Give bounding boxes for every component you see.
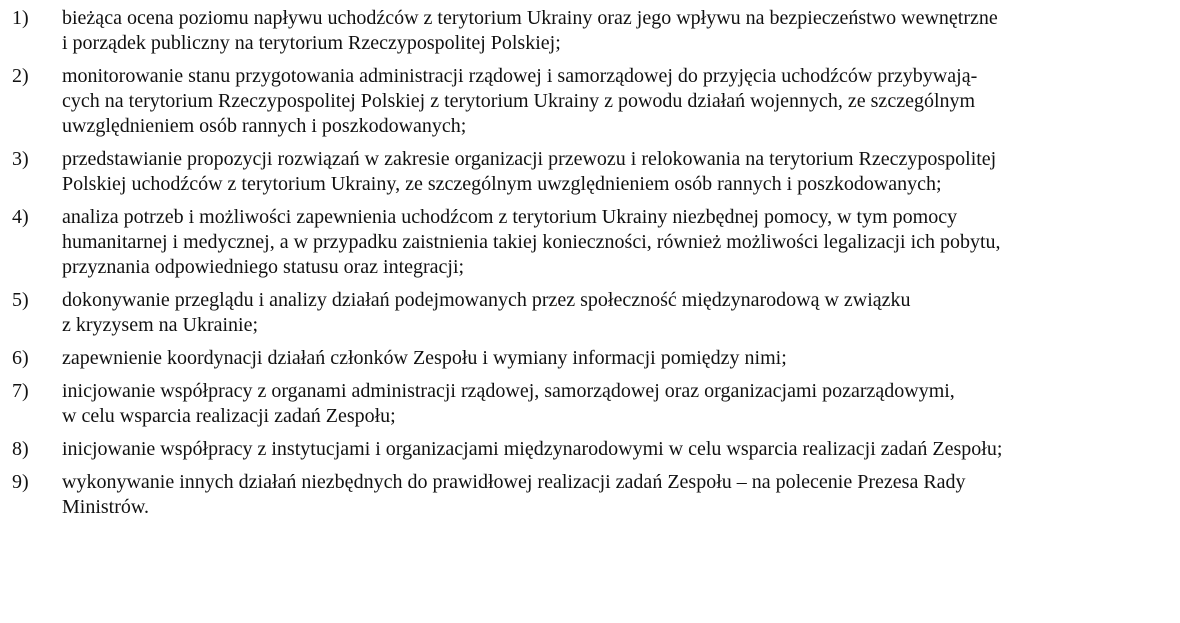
item-line: i porządek publiczny na terytorium Rzeczypospolitej Polskiej; (62, 32, 561, 54)
list-item (12, 288, 1162, 338)
item-text (62, 379, 1162, 429)
item-line: humanitarnej i medycznej, a w przypadku zaistnienia takiej konieczności, również możliwości legalizacji ich pobytu, (62, 231, 1001, 253)
item-number: 2) (12, 65, 29, 87)
item-number: 5) (12, 289, 29, 311)
item-line: przyznania odpowiedniego statusu oraz integracji; (62, 256, 465, 278)
list-item (12, 64, 1162, 139)
list-item (12, 6, 1162, 56)
item-line: z kryzysem na Ukrainie; (62, 314, 259, 336)
item-line: w celu wsparcia realizacji zadań Zespołu; (62, 405, 396, 427)
item-number: 6) (12, 347, 29, 369)
list-item (12, 147, 1162, 197)
item-line: uwzględnieniem osób rannych i poszkodowanych; (62, 115, 467, 137)
item-line: inicjowanie współpracy z organami administracji rządowej, samorządowej oraz organizacjami pozarządowymi, (62, 380, 955, 402)
list-item (12, 379, 1162, 429)
item-number: 8) (12, 438, 29, 460)
item-line: Polskiej uchodźców z terytorium Ukrainy, ze szczególnym uwzględnieniem osób rannych i poszkodowanych; (62, 173, 942, 195)
item-line: zapewnienie koordynacji działań członków Zespołu i wymiany informacji pomiędzy nimi; (62, 347, 787, 369)
item-line: monitorowanie stanu przygotowania administracji rządowej i samorządowej do przyjęcia uchodźców przybywają- (62, 65, 978, 87)
item-text (62, 470, 1162, 520)
list-item (12, 205, 1162, 280)
item-number: 1) (12, 7, 29, 29)
item-number: 3) (12, 148, 29, 170)
item-line: bieżąca ocena poziomu napływu uchodźców z terytorium Ukrainy oraz jego wpływu na bezpieczeństwo wewnętrzne (62, 7, 998, 29)
item-line: przedstawianie propozycji rozwiązań w zakresie organizacji przewozu i relokowania na terytorium Rzeczypospolitej (62, 148, 997, 170)
item-line: inicjowanie współpracy z instytucjami i organizacjami międzynarodowymi w celu wsparcia realizacji zadań Zespołu; (62, 438, 1003, 460)
item-text (62, 205, 1162, 280)
item-line: Ministrów. (62, 496, 150, 518)
item-number: 4) (12, 206, 29, 228)
item-line: wykonywanie innych działań niezbędnych do prawidłowej realizacji zadań Zespołu – na polecenie Prezesa Rady (62, 471, 966, 493)
list-item (12, 437, 1162, 462)
item-line: analiza potrzeb i możliwości zapewnienia uchodźcom z terytorium Ukrainy niezbędnej pomocy, w tym pomocy (62, 206, 958, 228)
item-text (62, 437, 1162, 462)
document-list (12, 6, 1162, 528)
item-text (62, 147, 1162, 197)
item-text (62, 6, 1162, 56)
item-number: 9) (12, 471, 29, 493)
list-item (12, 470, 1162, 520)
item-line: cych na terytorium Rzeczypospolitej Polskiej z terytorium Ukrainy z powodu działań wojennych, ze szczególnym (62, 90, 976, 112)
item-number: 7) (12, 380, 29, 402)
item-text (62, 288, 1162, 338)
item-text (62, 64, 1162, 139)
item-line: dokonywanie przeglądu i analizy działań podejmowanych przez społeczność międzynarodową w związku (62, 289, 911, 311)
item-text (62, 346, 1162, 371)
list-item (12, 346, 1162, 371)
